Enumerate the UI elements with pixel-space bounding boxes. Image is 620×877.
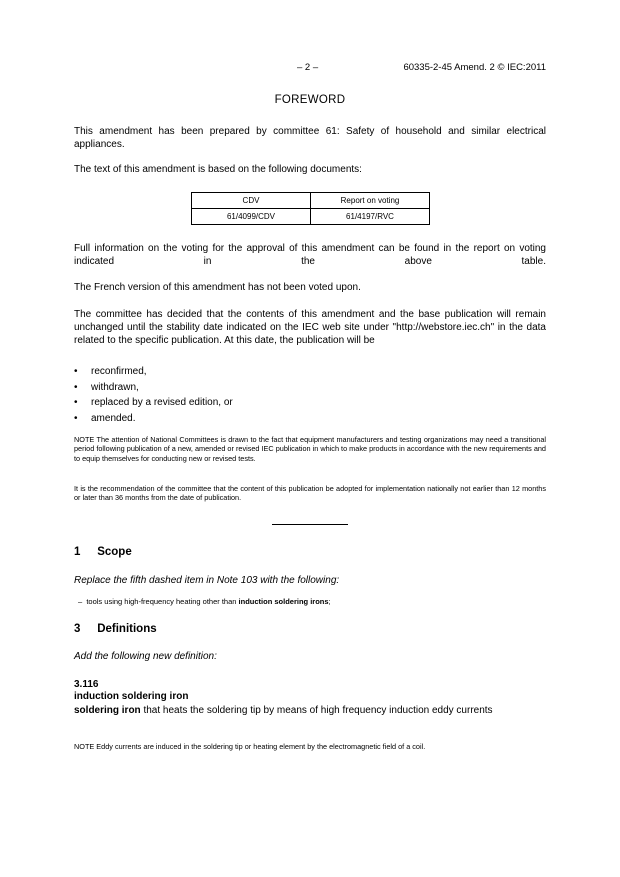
para-committee: This amendment has been prepared by committee 61: Safety of household and similar electrical appliances.	[74, 126, 546, 150]
para-recommendation: It is the recommendation of the committee that the content of this publication be adopted for implementation nationally not earlier than 12 months or later than 36 months from the date of publication.	[74, 484, 546, 503]
para-french: The French version of this amendment has not been voted upon.	[74, 282, 361, 293]
definitions-instruction: Add the following new definition:	[74, 651, 217, 662]
note-transitional: NOTE The attention of National Committees is drawn to the fact that equipment manufacturers and testing organizations may need a transitional period following publication of a new, amended or revised IEC publication in which to make products in accordance with the new requirements and to equip themselves for conducting new or revised tests.	[74, 435, 546, 463]
scope-dashed-item: – tools using high-frequency heating other than induction soldering irons;	[78, 597, 331, 606]
section-heading-definitions	[74, 623, 157, 635]
document-reference: 60335-2-45 Amend. 2 © IEC:2011	[403, 62, 546, 73]
table-cell-cdv: 61/4099/CDV	[192, 209, 311, 225]
document-page: – 2 – 60335-2-45 Amend. 2 © IEC:2011 FOREWORD This amendment has been prepared by committee 61: Safety of household and similar electrical appliances. The text of this amendment is based on the following documents: CDV Report on voting 61/4099/CDV 61/4197/RVC Full information on the voting for the approval of this amendment can be found in the report on voting indicated in the above table. The French version of this amendment has not been voted upon. The committee has decided that the contents of this amendment and the base publication will remain unchanged until the stability date indicated on the IEC web site under "http://webstore.iec.ch" in the data related to the specific publication. At this date, the publication will be • reconfirmed, • withdrawn, • replaced by a revised edition, or • amended. NOTE The attention of National Committees is drawn to the fact that equipment manufacturers and testing organizations may need a transitional period following publication of a new, amended or revised IEC publication in which to make products in accordance with the new requirements and to equip themselves for conducting new or revised tests. It is the recommendation of the committee that the content of this publication be adopted for implementation nationally not earlier than 12 months or later than 36 months from the date of publication. 1 Scope Replace the fifth dashed item in Note 103 with the following: – tools using high-frequency heating other than induction soldering irons; 3 Definitions Add the following new definition: 3.116 induction soldering iron soldering iron that heats the soldering tip by means of high frequency induction eddy currents NOTE Eddy currents are induced in the soldering tip or heating element by the electromagnetic field of a coil.	[0, 0, 620, 877]
para-stability: The committee has decided that the contents of this amendment and the base publication will remain unchanged until the stability date indicated on the IEC web site under "http://webstore.iec.ch" in the data related to the specific publication. At this date, the publication will be	[74, 309, 546, 346]
definition-number: 3.116	[74, 679, 99, 690]
foreword-title: FOREWORD	[274, 94, 346, 106]
page-number: – 2 –	[297, 62, 319, 73]
section-title: Definitions	[97, 623, 157, 635]
section-number: 3	[74, 623, 81, 635]
separator-rule	[272, 524, 348, 525]
para-documents: The text of this amendment is based on the following documents:	[74, 164, 362, 175]
table-cell-rvc: 61/4197/RVC	[311, 209, 430, 225]
scope-instruction: Replace the fifth dashed item in Note 103 with the following:	[74, 575, 340, 586]
table-row	[192, 209, 430, 225]
table-header-row	[192, 193, 430, 209]
table-header-report: Report on voting	[311, 193, 430, 209]
definition-term: induction soldering iron	[74, 691, 189, 702]
section-heading-scope	[74, 546, 132, 558]
voting-documents-table	[191, 192, 430, 225]
section-number: 1	[74, 546, 81, 558]
table-header-cdv: CDV	[192, 193, 311, 209]
section-title: Scope	[97, 546, 132, 558]
definition-text: soldering iron that heats the soldering tip by means of high frequency induction eddy currents	[74, 705, 493, 716]
note-eddy-currents: NOTE Eddy currents are induced in the soldering tip or heating element by the electromagnetic field of a coil.	[74, 742, 426, 751]
para-voting: Full information on the voting for the approval of this amendment can be found in the report on voting indicated in the above table.	[74, 243, 546, 267]
